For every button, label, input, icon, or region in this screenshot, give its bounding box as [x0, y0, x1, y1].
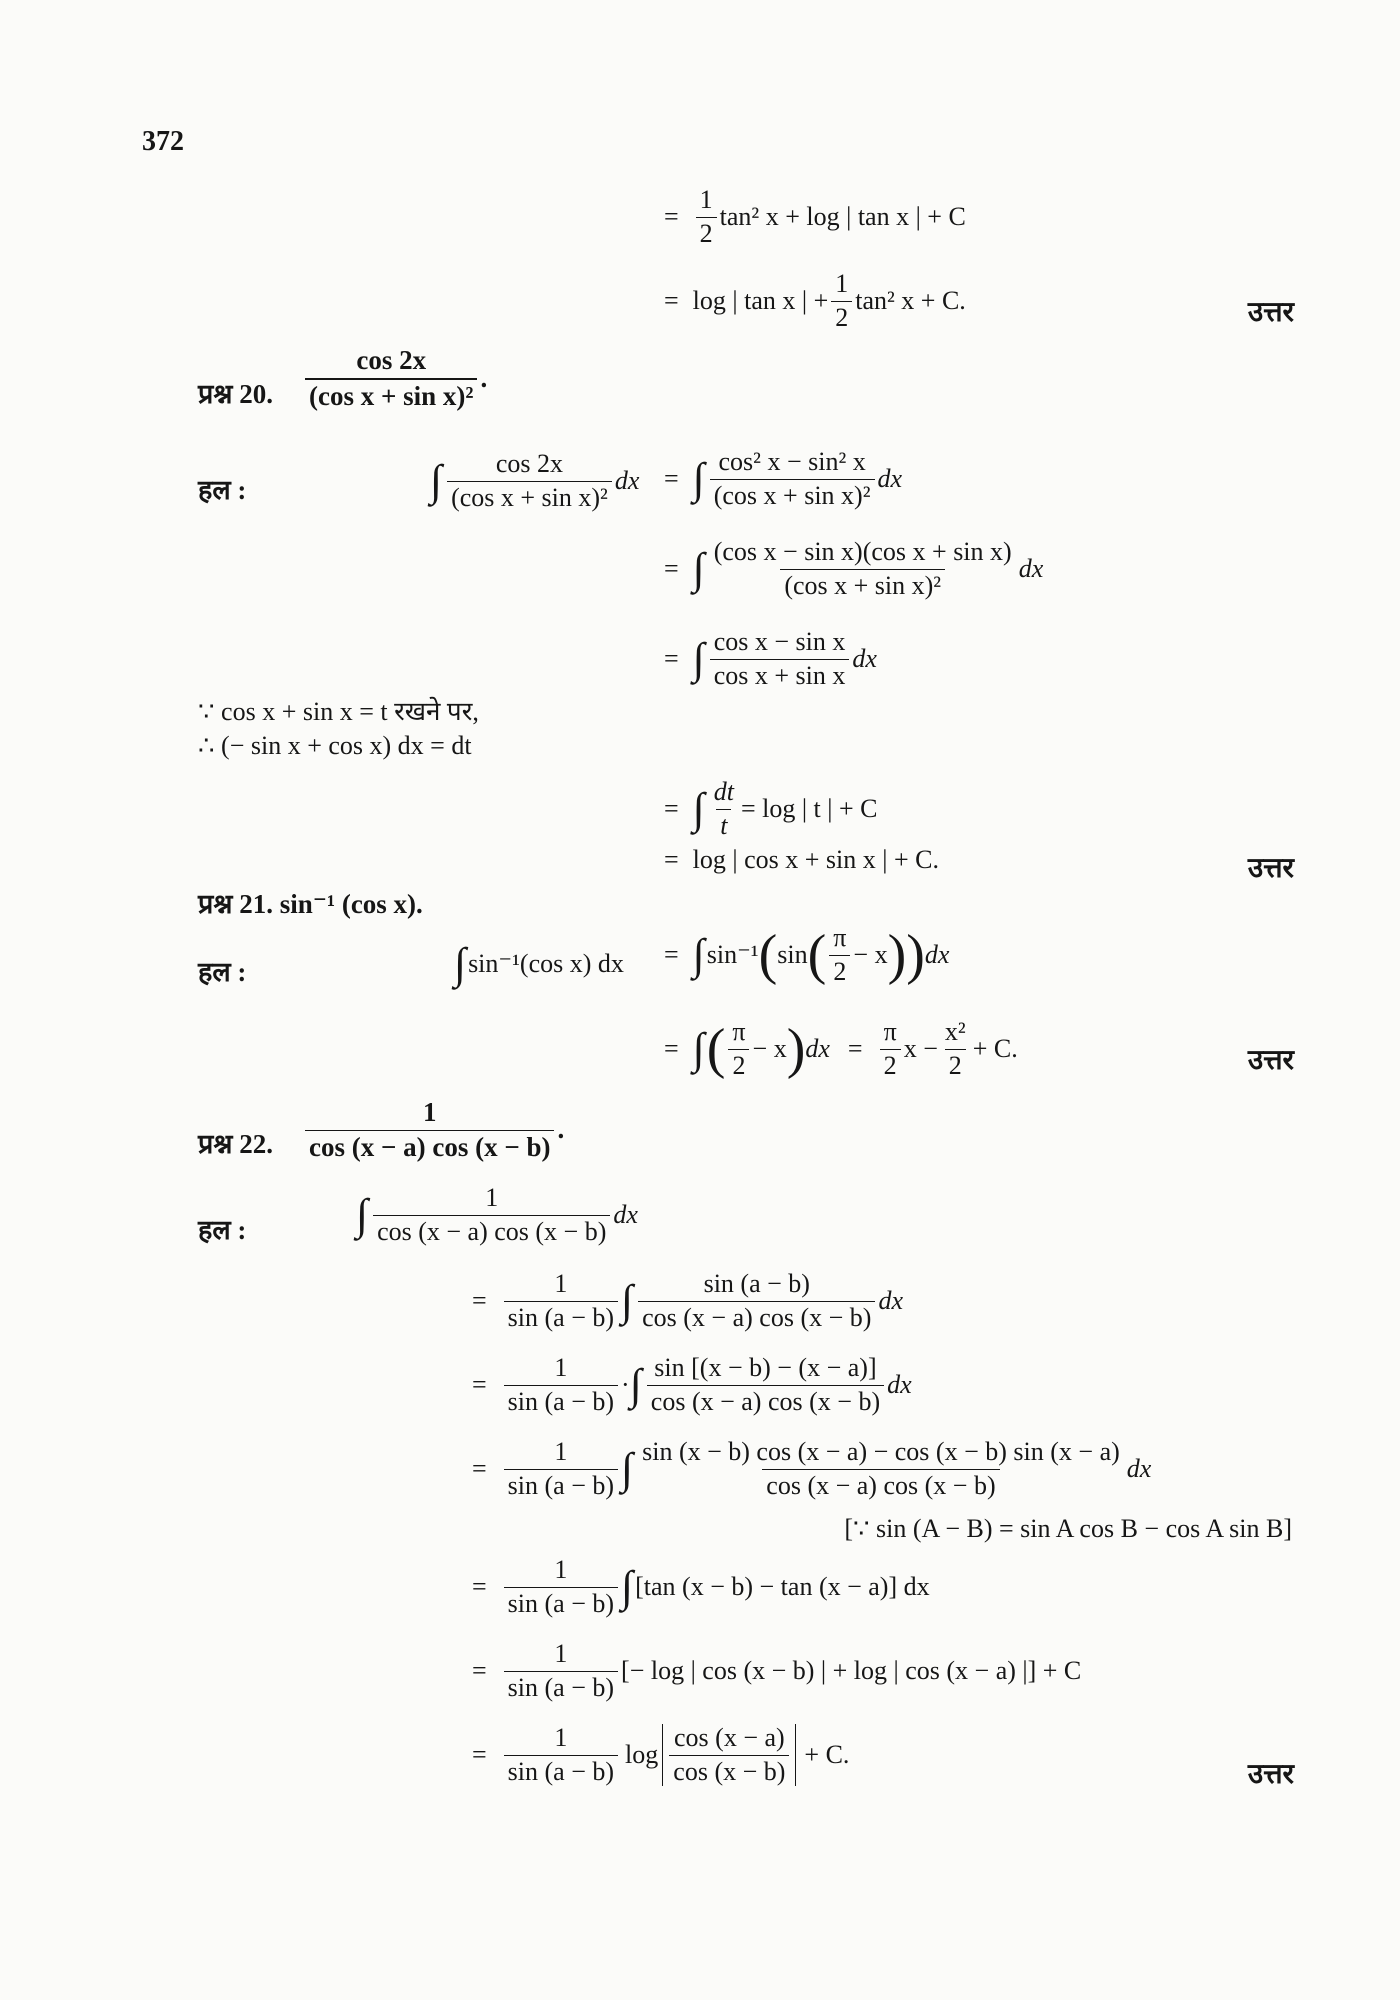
- q20-label: प्रश्न 20.: [198, 379, 273, 409]
- q20-substitution-1: ∵ cos x + sin x = t रखने पर,: [198, 697, 479, 726]
- q22-identity-hint: [∵ sin (A − B) = sin A cos B − cos A sin B]: [844, 1514, 1292, 1543]
- answer-label-q22: उत्तर: [1247, 1759, 1294, 1790]
- q21-lhs: ∫ sin⁻¹(cos x) dx: [454, 939, 624, 988]
- q22-lhs: ∫ $\frac{1}{\cos (x - a) \cos (x - b)}$ dx: [356, 1183, 638, 1246]
- q20-expression: $\frac{\cos 2x}{\text{(cos x + sin x)²}}$ .: [302, 346, 487, 411]
- q22-step-6: = $\frac{1}{\sin (a - b)}$ log $\frac{\cos (x - a)}{\cos (x - b)}$ + C.: [472, 1723, 850, 1786]
- q20-step-5: = log | cos x + sin x | + C.: [664, 845, 939, 874]
- q22-expression: $\frac{1}{\cos (x - a) \cos (x - b)}$ .: [302, 1098, 564, 1162]
- q21-step-2: = ∫ ( $\frac{\pi}{2}$ − x ) dx = $\frac{\pi}{2}$ x − $\frac{\text{x²}}{2}$ + C.: [664, 1017, 1018, 1080]
- answer-label-q20: उत्तर: [1247, 853, 1294, 884]
- q19-line-1: = $\frac{1}{2}$ tan² x + log | tan x | + C: [664, 185, 966, 248]
- q20-substitution-2: ∴ (− sin x + cos x) dx = dt: [198, 731, 472, 760]
- q22-step-1: = $\frac{1}{\sin (a - b)}$ ∫ $\frac{\sin (a - b)}{\cos (x - a) \cos (x - b)}$ dx: [472, 1269, 903, 1332]
- q21-step-1: = ∫ sin⁻¹ ( sin ( $\frac{\pi}{2}$ − x )) dx: [664, 923, 950, 986]
- q22-step-5: = $\frac{1}{\sin (a - b)}$ [− log | cos (x − b) | + log | cos (x − a) |] + C: [472, 1639, 1082, 1702]
- q22-label: प्रश्न 22.: [198, 1129, 273, 1159]
- q19-line-2: = log | tan x | + $\frac{1}{2}$ tan² x + C.: [664, 269, 966, 332]
- q20-step-3: = ∫ $\frac{\text{cos x − sin x}}{\text{cos x + sin x}}$ dx: [664, 627, 877, 690]
- q20-solution-label: हल :: [198, 475, 247, 505]
- q21-label: प्रश्न 21. sin⁻¹ (cos x).: [198, 889, 423, 919]
- answer-label-q21: उत्तर: [1247, 1045, 1294, 1076]
- answer-label-q19: उत्तर: [1247, 297, 1294, 328]
- q20-step-4: = ∫ $\frac{dt}{t}$ = log | t | + C: [664, 777, 878, 840]
- q20-lhs: ∫ $\frac{\cos 2x}{\text{(cos x + sin x)²}}$ dx: [430, 449, 640, 512]
- q22-step-2: = $\frac{1}{\sin (a - b)}$ · ∫ $\frac{\sin [(x - b) - (x - a)]}{\cos (x - a) \cos (x - b)}$ dx: [472, 1353, 912, 1416]
- q20-step-1: = ∫ $\frac{\text{cos² x − sin² x}}{\text{(cos x + sin x)²}}$ dx: [664, 447, 903, 510]
- q21-solution-label: हल :: [198, 957, 247, 987]
- q20-step-2: = ∫ $\frac{\text{(cos x − sin x)(cos x + sin x)}}{\text{(cos x + sin x)²}}$ dx: [664, 537, 1044, 600]
- q22-solution-label: हल :: [198, 1215, 247, 1245]
- page-number: 372: [142, 126, 184, 157]
- q22-step-4: = $\frac{1}{\sin (a - b)}$ ∫ [tan (x − b) − tan (x − a)] dx: [472, 1555, 930, 1618]
- q22-step-3: = $\frac{1}{\sin (a - b)}$ ∫ $\frac{\sin (x - b) \cos (x - a) - \cos (x - b) \sin (x - a)}{\cos (x - a) \cos (x - b)}$ dx: [472, 1437, 1152, 1500]
